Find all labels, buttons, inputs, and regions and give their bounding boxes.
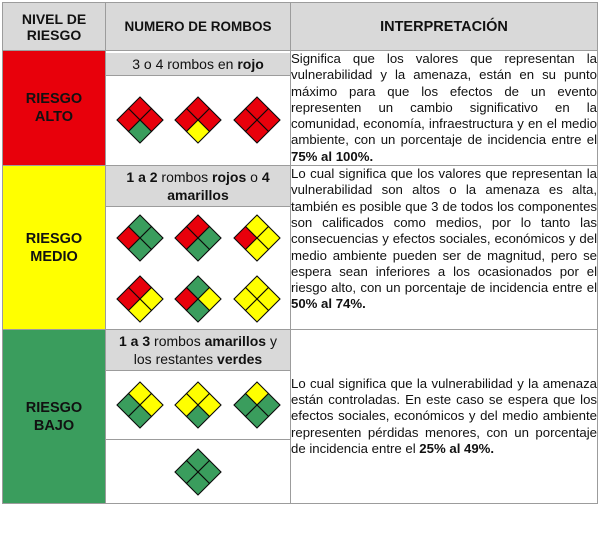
diamond-group-row xyxy=(106,371,290,439)
bold-text-run: 1 a 2 xyxy=(126,169,158,186)
interpretation-medio xyxy=(291,166,598,330)
text-run: Significa que los valores que representan la vulnerabilidad y la amenaza, están en su punto máximo para que los efectos de un evento representen un cambio significativo en la comunidad, economía, infraestructura y en el medio ambiente, con un porcentaje de incidencia entre el xyxy=(291,51,597,148)
interpretation-alto xyxy=(291,51,598,166)
diamonds-cell-medio xyxy=(106,166,291,330)
level-label-line-1: RIESGO xyxy=(25,399,83,416)
header-numero-de-rombos: NUMERO DE ROMBOS xyxy=(106,3,291,51)
header-interpretacion: INTERPRETACIÓN xyxy=(291,3,598,51)
level-label-line-2: MEDIO xyxy=(30,248,78,265)
hazard-diamond-icon xyxy=(232,95,282,145)
bold-text-run: 50% al 74%. xyxy=(291,296,366,312)
hazard-diamond-icon xyxy=(232,380,282,430)
level-cell-bajo xyxy=(3,330,106,504)
hazard-diamond-icon xyxy=(173,95,223,145)
hazard-diamond-icon xyxy=(115,213,165,263)
bold-text-run: rojos xyxy=(212,169,247,186)
diamonds-cell-bajo xyxy=(106,330,291,504)
hazard-diamond-icon xyxy=(115,95,165,145)
header-nivel-de-riesgo xyxy=(3,3,106,51)
diamond-count-caption xyxy=(106,330,290,371)
diamonds-cell-alto xyxy=(106,51,291,166)
level-label-line-1: RIESGO xyxy=(25,230,83,247)
hazard-diamond-icon xyxy=(173,447,223,497)
level-label-line-2: BAJO xyxy=(33,417,75,434)
hazard-diamond-icon xyxy=(173,213,223,263)
hazard-diamond-icon xyxy=(115,274,165,324)
hazard-diamond-icon xyxy=(115,380,165,430)
text-run: rombos en xyxy=(163,55,238,72)
bold-text-run: 1 a 3 xyxy=(119,333,151,350)
diamond-group-row xyxy=(106,207,290,268)
level-cell-alto xyxy=(3,51,106,166)
diamond-group-row xyxy=(106,439,290,503)
bold-text-run: 25% al 49%. xyxy=(419,441,495,457)
diamond-count-caption xyxy=(106,166,290,207)
text-run: Lo cual significa que los valores que representan la vulnerabilidad son altos o la amenaza es alta, también es posible que 3 de todos los componentes son calificados como medios, por lo tanto las consecuencias y efectos sociales, económicos y del medio ambiente pueden ser de magnitud, pero se espera sean inferiores a los ocasionados por el riesgo alto, con un porcentaje de incidencia entre el xyxy=(291,166,597,296)
header-nivel-line-1: NIVEL DE xyxy=(21,10,87,27)
risk-row-medio xyxy=(3,166,598,330)
level-label-line-2: ALTO xyxy=(34,109,74,126)
bold-text-run: rojo xyxy=(237,55,264,72)
text-run: 3 o 4 xyxy=(132,55,164,72)
bold-text-run: amarillos xyxy=(204,333,267,350)
hazard-diamond-icon xyxy=(173,380,223,430)
hazard-diamond-icon xyxy=(232,274,282,324)
level-label-line-1: RIESGO xyxy=(25,91,83,108)
bold-text-run: 75% al 100%. xyxy=(291,148,374,164)
risk-matrix-table xyxy=(2,2,598,504)
interpretation-bajo xyxy=(291,330,598,504)
risk-row-bajo xyxy=(3,330,598,504)
risk-row-alto xyxy=(3,51,598,166)
text-run: Lo cual significa que la vulnerabilidad y la amenaza están controladas. En este caso se espera que los efectos sociales, económicos y del medio ambiente representen pérdidas menores, con un porcentaje de incidencia entre el xyxy=(291,375,597,457)
level-cell-medio xyxy=(3,166,106,330)
hazard-diamond-icon xyxy=(232,213,282,263)
text-run: rombos xyxy=(150,333,205,350)
hazard-diamond-icon xyxy=(173,274,223,324)
text-run: rombos xyxy=(157,169,212,186)
diamond-count-caption xyxy=(106,53,290,76)
header-nivel-line-2: RIESGO xyxy=(26,26,82,43)
diamond-group-row xyxy=(106,268,290,329)
text-run: y los restantes xyxy=(133,333,277,368)
bold-text-run: verdes xyxy=(217,351,263,368)
diamond-group-row xyxy=(106,76,290,164)
text-run: o xyxy=(246,169,262,186)
bold-text-run: 4 amarillos xyxy=(167,169,270,204)
header-row xyxy=(3,3,598,51)
